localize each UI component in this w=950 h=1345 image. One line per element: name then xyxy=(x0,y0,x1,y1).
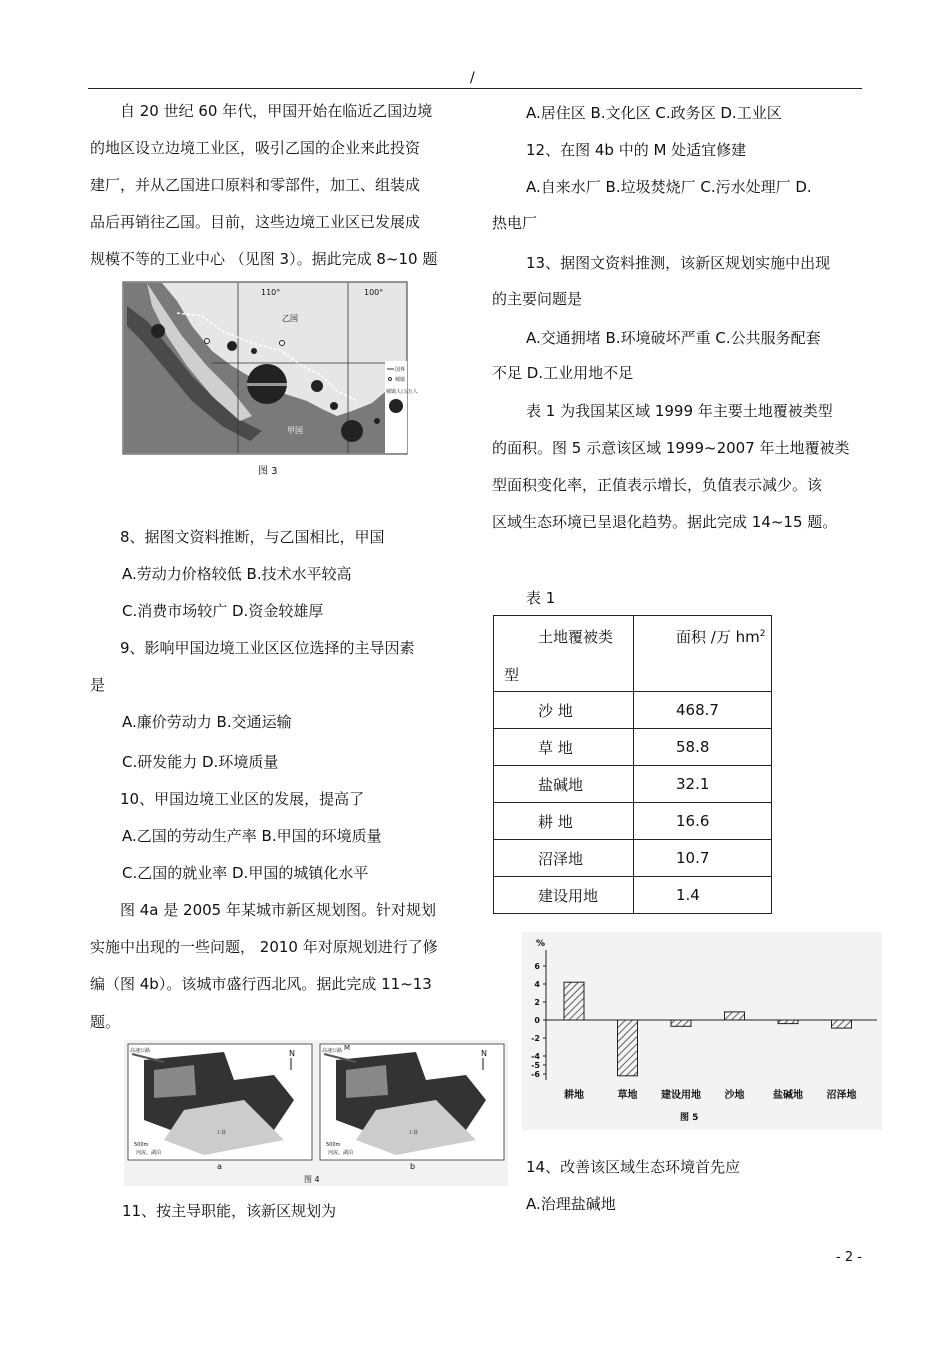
question-option: C.消费市场较广 D.资金较雄厚 xyxy=(122,602,324,620)
category-label: 草地 xyxy=(617,1090,638,1101)
header-rule xyxy=(88,88,862,89)
question-option: A.廉价劳动力 B.交通运输 xyxy=(122,713,292,731)
table-row xyxy=(494,729,772,766)
figure-4-plans xyxy=(124,1040,508,1186)
table-cell-type: 草 地 xyxy=(494,729,634,766)
paragraph-line: 题。 xyxy=(90,1013,121,1031)
question-option: A.劳动力价格较低 B.技术水平较高 xyxy=(122,565,352,583)
paragraph-line: 图 4a 是 2005 年某城市新区规划图。针对规划 xyxy=(120,901,436,919)
y-tick-label: -5 xyxy=(531,1061,540,1070)
svg-text:N: N xyxy=(481,1049,487,1058)
bar xyxy=(725,1012,745,1020)
question-option: A.乙国的劳动生产率 B.甲国的环境质量 xyxy=(122,827,382,845)
question-option: A.自来水厂 B.垃圾焚烧厂 C.污水处理厂 D. xyxy=(526,178,812,196)
question-option: A.治理盐碱地 xyxy=(526,1195,616,1213)
left-paragraph-line: 品后再销往乙国。目前，这些边境工业区已发展成 xyxy=(90,213,421,231)
table-header-area xyxy=(634,616,772,692)
y-tick-label: 6 xyxy=(534,962,540,971)
svg-text:N: N xyxy=(289,1049,295,1058)
question-option: A.交通拥堵 B.环境破坏严重 C.公共服务配套 xyxy=(526,329,821,347)
y-tick-label: -6 xyxy=(531,1070,540,1079)
y-tick-label: 0 xyxy=(534,1016,540,1025)
country-label: 乙国 xyxy=(282,314,298,323)
table-row xyxy=(494,803,772,840)
legend-population: 城镇人口/万人 xyxy=(386,389,418,395)
left-paragraph-line: 自 20 世纪 60 年代，甲国开始在临近乙国边境 xyxy=(120,102,433,120)
paragraph-line: 型面积变化率，正值表示增长，负值表示减少。该 xyxy=(492,476,823,494)
road-label-a: 高速公路 xyxy=(130,1048,151,1054)
chart-title: 图 5 xyxy=(680,1113,699,1123)
paragraph-line: 的面积。图 5 示意该区域 1999~2007 年土地覆被类 xyxy=(492,439,850,457)
river-label-a: 河流、湖泊 xyxy=(136,1150,162,1156)
table-cell-type: 盐碱地 xyxy=(494,766,634,803)
question-line: 12、在图 4b 中的 M 处适宜修建 xyxy=(526,141,747,159)
scale-b: 500m xyxy=(326,1142,341,1148)
question-option: 热电厂 xyxy=(492,214,538,232)
question-option: C.乙国的就业率 D.甲国的城镇化水平 xyxy=(122,864,369,882)
header-type-line1: 土地覆被类 xyxy=(538,628,614,646)
country-label: 甲国 xyxy=(287,426,303,435)
table-row xyxy=(494,766,772,803)
bar xyxy=(564,982,584,1020)
question-line: 14、改善该区域生态环境首先应 xyxy=(526,1158,741,1176)
question-line: 11、按主导职能，该新区规划为 xyxy=(122,1202,337,1220)
table-cell-area: 468.7 xyxy=(634,692,772,729)
table-cell-area: 32.1 xyxy=(634,766,772,803)
legend-b: 工业 xyxy=(408,1130,419,1136)
land-cover-table xyxy=(493,615,772,914)
figure-3-map xyxy=(122,281,418,455)
table-cell-area: 16.6 xyxy=(634,803,772,840)
question-option: C.研发能力 D.环境质量 xyxy=(122,753,279,771)
label-b: b xyxy=(410,1162,416,1171)
table-cell-type: 沼泽地 xyxy=(494,840,634,877)
y-tick-label: 2 xyxy=(534,998,540,1007)
legend-a: 工业 xyxy=(216,1130,227,1136)
figure-4-caption: 图 4 xyxy=(304,1175,320,1184)
table-header-type xyxy=(494,616,634,692)
road-label-b: 高速公路 xyxy=(322,1048,343,1054)
header-type-line2: 型 xyxy=(504,666,520,684)
y-tick-label: -4 xyxy=(531,1052,540,1061)
table-cell-type: 沙 地 xyxy=(494,692,634,729)
table-title: 表 1 xyxy=(526,589,556,607)
table-cell-area: 58.8 xyxy=(634,729,772,766)
table-cell-area: 1.4 xyxy=(634,877,772,914)
table-row xyxy=(494,877,772,914)
longitude-label: 100° xyxy=(364,288,384,297)
category-label: 建设用地 xyxy=(661,1090,701,1101)
left-paragraph-line: 规模不等的工业中心 （见图 3）。据此完成 8~10 题 xyxy=(90,250,438,268)
paragraph-line: 编（图 4b）。该城市盛行西北风。据此完成 11~13 xyxy=(90,975,432,993)
left-paragraph-line: 的地区设立边境工业区，吸引乙国的企业来此投资 xyxy=(90,139,421,157)
paragraph-line: 实施中出现的一些问题， 2010 年对原规划进行了修 xyxy=(90,938,438,956)
table-row xyxy=(494,692,772,729)
paragraph-line: 区域生态环境已呈退化趋势。据此完成 14~15 题。 xyxy=(492,513,838,531)
table-cell-area: 10.7 xyxy=(634,840,772,877)
question-line: 8、据图文资料推断，与乙国相比，甲国 xyxy=(120,528,385,546)
river-label-b: 河流、湖泊 xyxy=(328,1150,354,1156)
scale-a: 500m xyxy=(134,1142,149,1148)
question-line: 9、影响甲国边境工业区区位选择的主导因素 xyxy=(120,639,415,657)
y-axis-label: % xyxy=(536,939,546,949)
paragraph-line: 表 1 为我国某区域 1999 年主要土地覆被类型 xyxy=(526,402,833,420)
figure-3-caption: 图 3 xyxy=(258,466,278,477)
bar xyxy=(618,1020,638,1076)
question-line: 的主要问题是 xyxy=(492,290,583,308)
question-option: 不足 D.工业用地不足 xyxy=(492,364,634,382)
question-line: 是 xyxy=(90,676,106,694)
table-cell-type: 建设用地 xyxy=(494,877,634,914)
y-tick-label: 4 xyxy=(534,980,540,989)
category-label: 沙地 xyxy=(724,1090,745,1101)
category-label: 盐碱地 xyxy=(773,1090,803,1101)
header-area-text: 面积 /万 hm xyxy=(676,628,760,646)
bar xyxy=(671,1020,691,1026)
bar xyxy=(832,1020,852,1028)
label-a: a xyxy=(217,1162,222,1171)
bar xyxy=(778,1020,798,1024)
header-mark: / xyxy=(470,70,475,86)
left-paragraph-line: 建厂，并从乙国进口原料和零部件，加工、组装成 xyxy=(90,176,421,194)
legend-town: 城镇 xyxy=(395,377,406,383)
table-cell-type: 耕 地 xyxy=(494,803,634,840)
header-area-sup: 2 xyxy=(759,629,766,639)
legend-border: 国界 xyxy=(395,367,406,373)
figure-5-bar-chart xyxy=(522,932,882,1130)
question-line: 10、甲国边境工业区的发展，提高了 xyxy=(120,790,365,808)
question-option: A.居住区 B.文化区 C.政务区 D.工业区 xyxy=(526,104,782,122)
category-label: 沼泽地 xyxy=(826,1090,857,1101)
table-row xyxy=(494,840,772,877)
longitude-label: 110° xyxy=(261,288,281,297)
y-tick-label: -2 xyxy=(531,1034,540,1043)
question-line: 13、据图文资料推测，该新区规划实施中出现 xyxy=(526,254,831,272)
point-m-label: M xyxy=(344,1044,351,1052)
category-label: 耕地 xyxy=(564,1090,584,1101)
page-number: - 2 - xyxy=(836,1250,862,1265)
